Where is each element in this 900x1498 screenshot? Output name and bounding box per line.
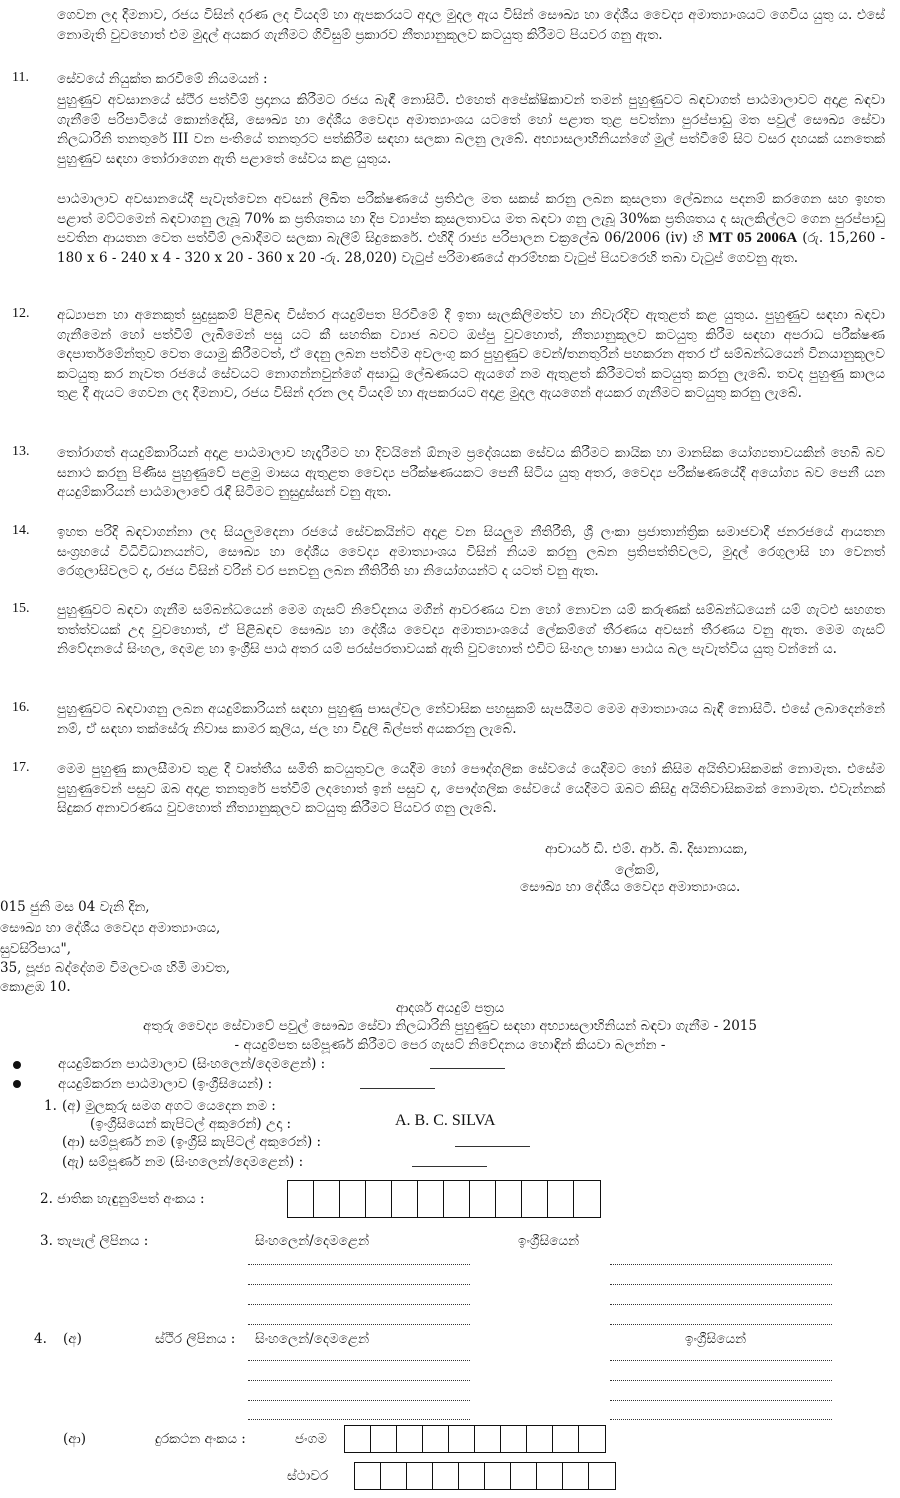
nic-number-boxes[interactable] xyxy=(287,1180,601,1218)
q4-number: 4. xyxy=(34,1331,47,1347)
postal-address-english-line[interactable] xyxy=(610,1264,832,1265)
landline-number-boxes[interactable] xyxy=(354,1462,616,1490)
postal-address-english-line[interactable] xyxy=(610,1284,832,1285)
para-11-number: 11. xyxy=(12,70,29,85)
q1a-sub-label: (ඉංග්‍රීසියෙන් කැපිටල් අකුරෙන්) උදා : xyxy=(90,1116,292,1132)
address-line-1: සෞඛ්‍ය හා දේශීය වෛද්‍ය අමාත්‍යාංශය, xyxy=(0,920,221,936)
permanent-address-english-line[interactable] xyxy=(610,1400,832,1401)
para-13-number: 13. xyxy=(12,444,30,459)
para-11-text-b xyxy=(57,190,885,268)
para-11-text-b2: (රු. 15,260 - 180 x 6 - 240 x 4 - 320 x 20 - 360 x 20 -රු. 28,020) වැටුප් පරිමාණයේ ආරම්භක වැටුප් පියවරෙහි තබා වැටුප් ගෙවනු ඇත. xyxy=(57,230,886,266)
q4b-label: (ආ) xyxy=(63,1431,86,1447)
para-11-text-a: පුහුණුව අවසානයේ ස්ථිර පත්වීම් ප්‍රදානය කිරීමට රජය බැඳී නොසිටී. එහෙත් අපේක්ෂිකාවන් තමන් පුහුණුවට බඳවාගත් පාඨමාලාවට අදාළ බඳවා ගැනීමේ පරිපාටියේ කොන්දේසි, සෞඛ්‍ය හා දේශීය වෛද්‍ය අමාත්‍යාංශය යටතේ හෝ පළාත තුළ පවත්නා පුරප්පාඩු මත පවුල් සෞඛ්‍ය සේවා නිලධාරිනි තනතුරේ III වන පංතියේ තනතුරට පත්කිරීම සඳහා සලකා බලනු ලැබේ. අභ්‍යාසලාභිනියන්ගේ මුල් පත්වීමේ සිට වසර දහයක් යනතෙක් පුහුණුව සඳහා තෝරාගෙන ඇති පළාතේ සේවය කළ යුතුය. xyxy=(57,92,885,167)
address-line-2: සුවසිරිපාය", xyxy=(0,941,72,957)
para-15-number: 15. xyxy=(12,601,30,616)
q4-col-english: ඉංග්‍රීසියෙන් xyxy=(685,1331,747,1347)
bullet-icon xyxy=(13,1080,21,1088)
signature-title: ලේකම්, xyxy=(615,862,660,878)
salary-code: MT 05 2006A xyxy=(708,230,798,247)
full-name-english-field[interactable] xyxy=(455,1146,530,1147)
para-16-text: පුහුණුවට බඳවාගනු ලබන අයදුම්කාරියන් සඳහා පුහුණු පාසල්වල නේවාසික පහසුකම් සැපයීමට මෙම අමාත්‍යාංශය බැඳී නොසිටී. එසේ ලබාදෙන්නේ නම්, ඒ සඳහා තක්සේරු නිවාස කාමර කුලිය, ජල හා විදුලි බිල්පත් අයකරනු ලැබේ. xyxy=(57,701,885,737)
permanent-address-english-line[interactable] xyxy=(610,1360,832,1361)
q1-number: 1. xyxy=(44,1098,57,1114)
address-line-3: 35, පූජ්‍ය බද්දේගම විමලවංශ හිමි මාවත, xyxy=(0,960,231,976)
postal-address-english-line[interactable] xyxy=(610,1304,832,1305)
permanent-address-sinhala-line[interactable] xyxy=(248,1380,470,1381)
q4b-text: දුරකථන අංකය : xyxy=(155,1431,246,1447)
form-heading: ආදර්ශ අයදුම් පත්‍රය xyxy=(395,1000,505,1016)
mobile-label: ජංගම xyxy=(295,1431,327,1447)
landline-label: ස්ථාවර xyxy=(287,1468,329,1484)
q1b-label: (ආ) සම්පූර්ණ නම (ඉංග්‍රීසි කැපිටල් අකුරෙන්) : xyxy=(62,1134,322,1150)
para-11-title: සේවයේ නියුක්ත කරවීමේ නියමයන් : xyxy=(57,71,268,87)
course-english-label: අයදුම්කරන පාඨමාලාව (ඉංග්‍රීසියෙන්) : xyxy=(58,1076,273,1092)
para-17-text: මෙම පුහුණු කාලසීමාව තුළ දී වෘත්තීය සමිති කටයුතුවල යෙදීම හෝ පෞද්ගලික සේවයේ යෙදීමට හෝ කිසිම අයිතිවාසිකමක් නොමැත. එසේම පුහුණුවෙන් පසුව ඔබ අදාළ තනතුරේ පත්වීම් ලදහොත් ඉන් පසුව ද, පෞද්ගලික සේවයේ යෙදීමට ඔබට කිසිදු අයිතිවාසිකමක් නොමැත. එවැන්නක් සිදුකර අනාවරණය වුවහොත් නීත්‍යානුකූලව කටයුතු කිරීමට පියවර ගනු ලැබේ. xyxy=(57,761,885,817)
permanent-address-english-line[interactable] xyxy=(610,1380,832,1381)
q3-col-english: ඉංග්‍රීසියෙන් xyxy=(518,1233,580,1249)
form-subtitle-1: අතුරු වෛද්‍ය සේවාවේ පවුල් සෞඛ්‍ය සේවා නිලධාරිනි පුහුණුව සඳහා අභ්‍යාසලාභිනියන් බඳවා ගැනීම - 2015 xyxy=(143,1018,757,1034)
para-17-number: 17. xyxy=(12,760,30,775)
signature-ministry: සෞඛ්‍ය හා දේශීය වෛද්‍ය අමාත්‍යාංශය. xyxy=(520,879,741,895)
q3-label: 3. තැපැල් ලිපිනය : xyxy=(40,1233,149,1249)
para-16-number: 16. xyxy=(12,700,30,715)
q1a-example: A. B. C. SILVA xyxy=(395,1112,496,1129)
postal-address-sinhala-line[interactable] xyxy=(248,1304,470,1305)
q3-col-sinhala: සිංහලෙන්/දෙමළෙන් xyxy=(255,1233,370,1249)
para-11-text-b1: පාඨමාලාව අවසානයේදී පැවැත්වෙන අවසන් ලිඛිත පරීක්ෂණයේ ප්‍රතිඵල මත සකස් කරනු ලබන කුසලතා ලේඛනය පදනම් කරගෙන සහ ඉහත පළාත් මට්ටමෙන් බඳවාගනු ලැබූ 70% ක ප්‍රතිශතය හා දිප ව්‍යාප්ත කුසලතාවය මත බඳවා ගනු ලැබූ 30%ක ප්‍රතිශතය ද සැලකිල්ලට ගෙන පුරප්පාඩු පවතින ආයතන වෙත පත්වීම් ලබාදීමට සලකා බැලීම් සිදුකෙරේ. එහිදී රාජ්‍ය පරිපාලන චක්‍රලේඛ 06/2006 (iv) හි xyxy=(57,191,885,247)
q2-label: 2. ජාතික හැඳුනුම්පත් අංකය : xyxy=(40,1191,205,1207)
permanent-address-english-line[interactable] xyxy=(610,1419,832,1420)
q1c-label: (ඇ) සම්පූර්ණ නම (සිංහලෙන්/දෙමළෙන්) : xyxy=(62,1154,304,1170)
para-12-number: 12. xyxy=(12,306,30,321)
para-14-text: ඉහත පරිදි බඳවාගන්නා ලද සියලුමදෙනා රජයේ සේවකයින්ට අදාළ වන සියලුම නීතිරීති, ශ්‍රී ලංකා ප්‍රජාතාන්ත්‍රික සමාජවාදී ජනරජයේ ආයතන සංග්‍රහයේ විධිවිධානයන්ට, සෞඛ්‍ය හා දේශීය වෛද්‍ය අමාත්‍යාංශය විසින් නියම කරනු ලබන ප්‍රතිපත්තිවලට, මුදල් රෙගුලාසි හා වෙනත් රෙගුලාසිවලට ද, රජය විසින් වරින් වර පනවනු ලබන නීතිරීති හා නියෝගයන්ට ද යටත් වනු ඇත. xyxy=(57,524,885,580)
signature-name: ආචාර්ය ඩී. එම්. ආර්. බී. දිසානායක, xyxy=(545,841,748,857)
issue-date: 015 ජුනි මස 04 වැනි දින, xyxy=(0,899,150,915)
bullet-icon xyxy=(13,1061,21,1069)
form-subtitle-2: - අයදුම්පත සම්පූර්ණ කිරීමට පෙර ගැසට් නිවේදනය හොඳින් කියවා බලන්න - xyxy=(234,1037,666,1053)
para-15-text: පුහුණුවට බඳවා ගැනීම සම්බන්ධයෙන් මෙම ගැසට් නිවේදනය මගින් ආවරණය වන හෝ නොවන යම් කරුණක් සම්බන්ධයෙන් යම් ගැටළු සහගත තත්ත්වයක් උද වුවහොත්, ඒ පිළිබඳව සෞඛ්‍ය හා දේශීය වෛද්‍ය අමාත්‍යාංශයේ ලේකම්ගේ තීරණය අවසන් තීරණය වනු ඇත. මෙම ගැසට් නිවේදනයේ සිංහල, දෙමළ හා ඉංග්‍රීසි පාඨ අතර යම් පරස්පරතාවයක් ඇති වුවහොත් එවිට සිංහල භාෂා පාඨය බල පැවැත්විය යුතු වන්නේ ය. xyxy=(57,602,885,658)
course-sinhala-label: අයදුම්කරන පාඨමාලාව (සිංහලෙන්/දෙමළෙන්) : xyxy=(58,1056,326,1072)
postal-address-sinhala-line[interactable] xyxy=(248,1284,470,1285)
para-12-text: අධ්‍යාපන හා අනෙකුත් සුදුසුකම් පිළිබඳ විස්තර අයදුම්පත පිරවීමේ දී ඉතා සැලකිලිමත්ව හා නිවැරදිව ඇතුළත් කළ යුතුය. පුහුණුව සඳහා බඳවා ගැනීමෙන් හෝ පත්වීම් ලැබීමෙන් පසු යට කී සහතික ව්‍යාජ බවට ඔප්පු වුවහොත්, නීත්‍යානුකූලව කටයුතු කිරීම සඳහා අපරාධ පරීක්ෂණ දෙපාර්තමේන්තුව වෙත යොමු කිරීමටත්, ඒ දෙනු ලබන පත්වීම අවලංගු කර පුහුණුව වෙන්/තනතුරින් පහකරන අතර ඒ සම්බන්ධයෙන් විනයානුකූලව කටයුතු කර නැවත රජයේ සේවයට නොගන්නවුන්ගේ අසාධු ලේඛණයට ඇයගේ නම ඇතුළත් කිරීමටත් කටයුතු කරනු ලැබේ. තවද පුහුණු කාලය තුළ දී ඇයට ගෙවන ලද දීමනාව, රජය විසින් දරන ලද වියදම් හා ඇපකරයට අදාළ මුදල ඇයගෙන් අයකර ගැනීමට කටයුතු කරනු ලැබේ. xyxy=(57,307,885,402)
postal-address-sinhala-line[interactable] xyxy=(248,1264,470,1265)
mobile-number-boxes[interactable] xyxy=(344,1425,606,1453)
course-sinhala-field[interactable] xyxy=(430,1068,505,1069)
para-13-text: තෝරාගත් අයදුම්කාරියන් අදාළ පාඨමාලාව හැදෑරීමට හා දිවයිනේ ඕනෑම ප්‍රදේශයක සේවය කිරීමට කායික හා මානසික යෝග්‍යතාවයකින් හෙබි බව සනාථ කරනු පිණිස පුහුණුවේ පළමු මාසය ඇතුළත වෛද්‍ය පරීක්ෂණයකට පෙනී සිටිය යුතු අතර, වෛද්‍ය පරීක්ෂණයේදී අයෝග්‍ය බව පෙනී යන අයදුම්කාරියන් පාඨමාලාවේ රැඳී සිටීමට නුසුදුස්සන් වනු ඇත. xyxy=(57,445,885,501)
permanent-address-sinhala-line[interactable] xyxy=(248,1400,470,1401)
postal-address-sinhala-line[interactable] xyxy=(248,1324,470,1325)
postal-address-english-line[interactable] xyxy=(610,1324,832,1325)
q4a-text: ස්ථිර ලිපිනය : xyxy=(155,1331,236,1347)
full-name-sinhala-field[interactable] xyxy=(412,1166,487,1167)
q4-col-sinhala: සිංහලෙන්/දෙමළෙන් xyxy=(255,1331,370,1347)
q1a-label: (අ) මුලකුරු සමග අගට යෙදෙන නම : xyxy=(62,1098,276,1114)
para-14-number: 14. xyxy=(12,523,30,538)
permanent-address-sinhala-line[interactable] xyxy=(248,1419,470,1420)
para-10-continuation: ගෙවන ලද දීමනාව, රජය විසින් දරණ ලද වියදම් හා ඇපකරයට අදාල මුදල ඇය විසින් සෞඛ්‍ය හා දේශීය වෛද්‍ය අමාත්‍යාංශයට ගෙවිය යුතු ය. එසේ නොමැති වුවහොත් එම මුදල් අයකර ගැනීමට ගිවිසුම් ප්‍රකාරව නීත්‍යානුකූලව කටයුතු කිරීමට පියවර ගනු ඇත. xyxy=(57,7,885,43)
address-line-4: කොළඹ 10. xyxy=(0,979,71,995)
q4a-label: (අ) xyxy=(63,1331,82,1347)
permanent-address-sinhala-line[interactable] xyxy=(248,1360,470,1361)
course-english-field[interactable] xyxy=(360,1088,435,1089)
